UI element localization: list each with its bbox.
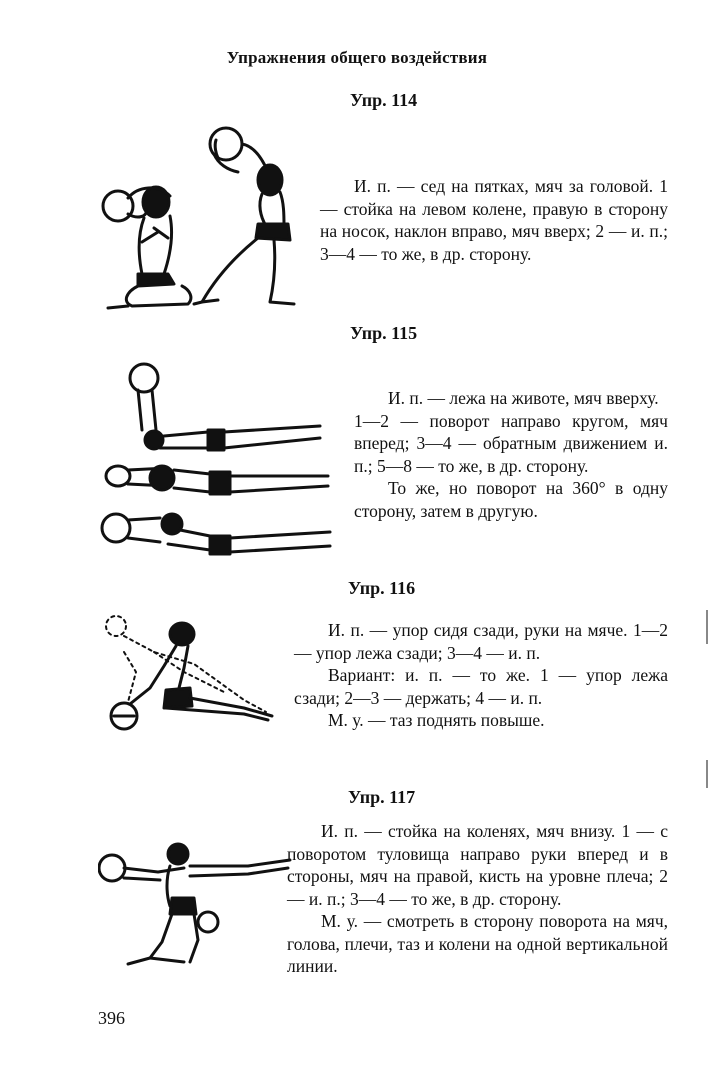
exercise-117-heading: Упр. 117 <box>348 787 416 807</box>
section-title: Упражнения общего воздействия <box>226 48 488 67</box>
exercise-114-paragraph: И. п. — сед на пятках, мяч за головой. 1 — стойка на левом колене, правую в сторону на носок, наклон вправо, мяч вверх; 2 — и. п.; 3—4 — то же, в др. сторону. <box>320 176 668 264</box>
scan-margin-mark <box>706 760 708 788</box>
exercise-115-paragraph-3: То же, но поворот на 360° в одну сторону, затем в другую. <box>354 478 668 521</box>
exercise-116-illustration <box>94 612 274 734</box>
exercise-117-illustration <box>98 838 294 970</box>
exercise-115-heading: Упр. 115 <box>350 323 418 343</box>
exercise-115-paragraph-2: 1—2 — поворот направо кругом, мяч вперед; 3—4 — обратным движением и. п.; 5—8 — то же, в др. сторону. <box>354 410 668 476</box>
exercise-116-heading: Упр. 116 <box>348 578 416 598</box>
exercise-114-illustration <box>98 124 310 314</box>
exercise-115-illustration <box>98 360 334 565</box>
exercise-116-paragraph-2: Вариант: и. п. — то же. 1 — упор лежа сзади; 2—3 — держать; 4 — и. п. <box>294 665 668 708</box>
exercise-115-text <box>354 387 668 522</box>
page-number: 396 <box>98 1008 125 1028</box>
exercise-117-text <box>287 820 668 978</box>
exercise-114-text <box>320 175 668 265</box>
exercise-114-heading: Упр. 114 <box>350 90 418 110</box>
exercise-115-paragraph-1: И. п. — лежа на животе, мяч вверху. <box>388 388 659 408</box>
exercise-116-text <box>294 619 668 732</box>
scan-margin-mark <box>706 610 708 644</box>
exercise-116-paragraph-1: И. п. — упор сидя сзади, руки на мяче. 1—2 — упор лежа сзади; 3—4 — и. п. <box>294 620 668 663</box>
exercise-117-paragraph-1: И. п. — стойка на коленях, мяч внизу. 1 — с поворотом туловища направо руки вперед и в стороны, мяч на правой, кисть на уровне плеча; 2 — и. п.; 3—4 — то же, в др. сторону. <box>287 821 668 909</box>
exercise-116-paragraph-3: М. у. — таз поднять повыше. <box>328 710 545 730</box>
exercise-117-paragraph-2: М. у. — смотреть в сторону поворота на мяч, голова, плечи, таз и колени на одной вертикальной линии. <box>287 911 668 976</box>
